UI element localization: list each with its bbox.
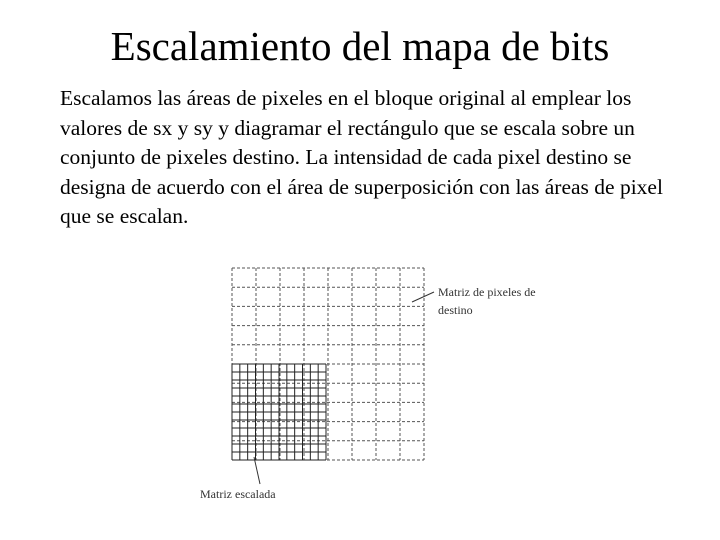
slide-body-text: Escalamos las áreas de pixeles en el bloque original al emplear los valores de sx y sy y diagramar el rectángulo que se escala sobre un conjunto de pixeles destino. La intensidad de cada pixel destino se designa de acuerdo con el área de superposición con las áreas de pixel que se escalan.	[60, 86, 663, 228]
destination-label-line1: Matriz de pixeles de	[438, 285, 536, 299]
slide-title: Escalamiento del mapa de bits	[110, 23, 610, 69]
scaled-matrix-grid	[232, 364, 326, 460]
destination-label-line2: destino	[438, 303, 473, 317]
scaled-label-leader	[254, 457, 260, 484]
destination-label-leader	[412, 292, 434, 302]
scaled-matrix-label: Matriz escalada	[200, 487, 276, 501]
